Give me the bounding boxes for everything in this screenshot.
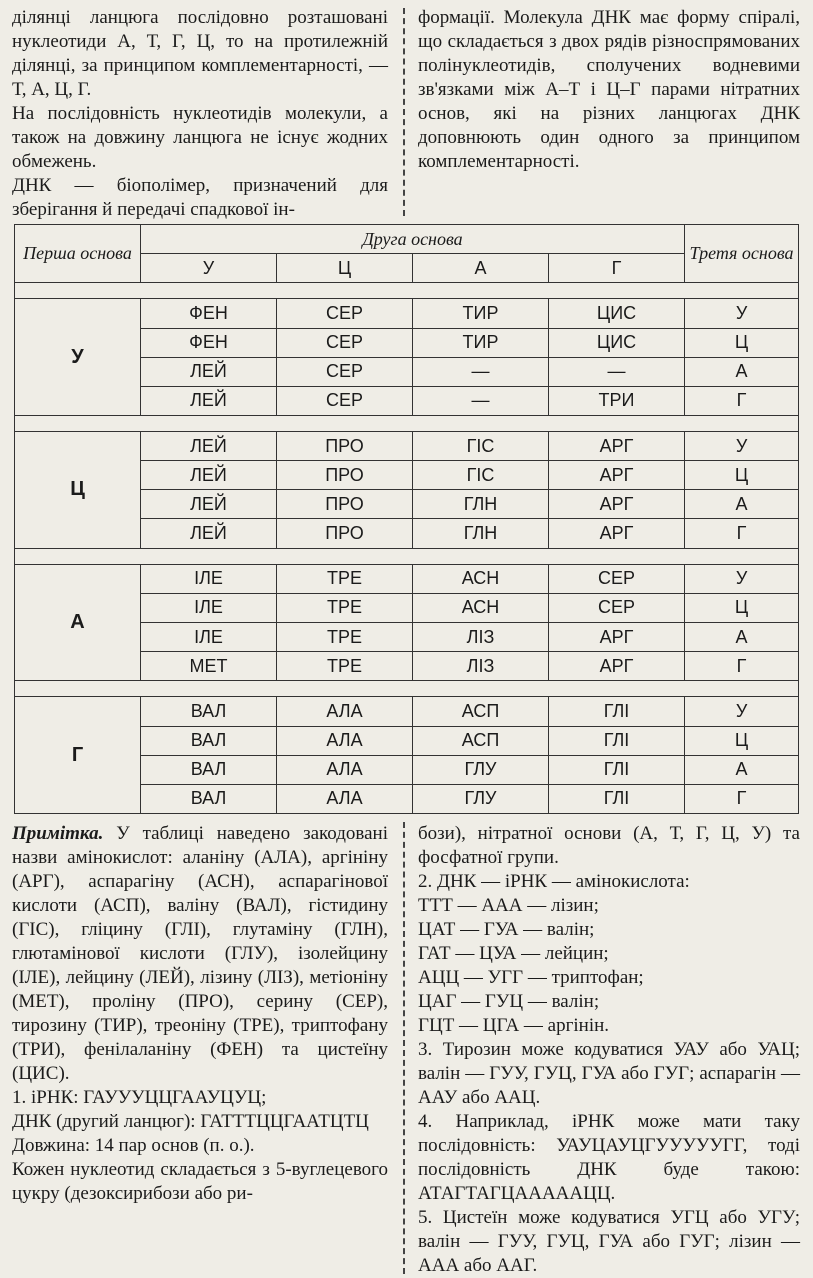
amino-acid-cell: ТРЕ <box>277 593 413 622</box>
amino-acid-cell: ТРИ <box>549 386 685 415</box>
paragraph: ДНК (другий ланцюг): ГАТТТЦЦГААТЦТЦ <box>12 1111 369 1132</box>
amino-acid-cell: ПРО <box>277 432 413 461</box>
amino-acid-cell: ЛІЗ <box>413 623 549 652</box>
amino-acid-cell: ГЛН <box>413 490 549 519</box>
amino-acid-cell: ТРЕ <box>277 652 413 681</box>
amino-acid-cell: ІЛЕ <box>141 593 277 622</box>
paragraph: 1. іРНК: ГАУУУЦЦГААУЦУЦ; <box>12 1087 267 1108</box>
third-base-cell: У <box>685 697 799 726</box>
amino-acid-cell: АРГ <box>549 432 685 461</box>
amino-acid-cell: ГЛІ <box>549 784 685 813</box>
third-base-cell: Ц <box>685 593 799 622</box>
note-label: Примітка. <box>12 823 104 844</box>
header-first-base: Перша основа <box>15 225 141 283</box>
third-base-cell: А <box>685 755 799 784</box>
amino-acid-cell: ЦИС <box>549 328 685 357</box>
spacer-cell <box>15 681 799 697</box>
amino-acid-cell: — <box>549 357 685 386</box>
header-second-base: Друга основа <box>141 225 685 254</box>
third-base-cell: Ц <box>685 461 799 490</box>
column-divider <box>403 8 405 216</box>
amino-acid-cell: СЕР <box>277 386 413 415</box>
amino-acid-cell: ЛЕЙ <box>141 386 277 415</box>
note-paragraph <box>12 822 388 1086</box>
paragraph: АЦЦ — УГГ — триптофан; <box>418 967 644 988</box>
third-base-cell: Г <box>685 386 799 415</box>
third-base-cell: А <box>685 357 799 386</box>
amino-acid-cell: МЕТ <box>141 652 277 681</box>
third-base-cell: У <box>685 299 799 328</box>
third-base-cell: А <box>685 623 799 652</box>
table-row <box>15 299 799 328</box>
header-third-base: Третя основа <box>685 225 799 283</box>
amino-acid-cell: АЛА <box>277 697 413 726</box>
amino-acid-cell: ЛЕЙ <box>141 461 277 490</box>
third-base-cell: Г <box>685 652 799 681</box>
paragraph: ГАТ — ЦУА — лейцин; <box>418 943 609 964</box>
paragraph: ТТТ — ААА — лізин; <box>418 895 599 916</box>
amino-acid-cell: АСП <box>413 697 549 726</box>
amino-acid-cell: АРГ <box>549 652 685 681</box>
amino-acid-cell: ТРЕ <box>277 623 413 652</box>
amino-acid-cell: ГЛІ <box>549 726 685 755</box>
amino-acid-cell: ЛЕЙ <box>141 519 277 548</box>
second-base-label: Г <box>549 254 685 283</box>
first-base-cell: Г <box>15 697 141 814</box>
genetic-code-table <box>14 224 799 814</box>
third-base-cell: Г <box>685 519 799 548</box>
amino-acid-cell: ГІС <box>413 432 549 461</box>
spacer-cell <box>15 548 799 564</box>
paragraph: На послідовність нуклеотидів молекули, а також на довжину ланцюга не існує жодних обмежень. <box>12 103 388 172</box>
third-base-cell: У <box>685 564 799 593</box>
group-spacer <box>15 283 799 299</box>
amino-acid-cell: АРГ <box>549 490 685 519</box>
table-row <box>15 697 799 726</box>
amino-acid-cell: ЛІЗ <box>413 652 549 681</box>
amino-acid-cell: СЕР <box>549 593 685 622</box>
amino-acid-cell: ТРЕ <box>277 564 413 593</box>
amino-acid-cell: ГІС <box>413 461 549 490</box>
bottom-left-column <box>12 822 388 1206</box>
amino-acid-cell: АЛА <box>277 726 413 755</box>
amino-acid-cell: ГЛІ <box>549 755 685 784</box>
amino-acid-cell: АРГ <box>549 519 685 548</box>
amino-acid-cell: АЛА <box>277 784 413 813</box>
amino-acid-cell: ГЛУ <box>413 755 549 784</box>
group-spacer <box>15 415 799 431</box>
amino-acid-cell: АСП <box>413 726 549 755</box>
paragraph: бози), нітратної основи (А, Т, Г, Ц, У) та фосфатної групи. <box>418 823 800 868</box>
third-base-cell: У <box>685 432 799 461</box>
amino-acid-cell: ФЕН <box>141 328 277 357</box>
amino-acid-cell: ІЛЕ <box>141 564 277 593</box>
amino-acid-cell: ВАЛ <box>141 784 277 813</box>
amino-acid-cell: АРГ <box>549 623 685 652</box>
paragraph: ГЦТ — ЦГА — аргінін. <box>418 1015 610 1036</box>
table-row <box>15 432 799 461</box>
amino-acid-cell: ЛЕЙ <box>141 432 277 461</box>
amino-acid-cell: АРГ <box>549 461 685 490</box>
paragraph: ДНК — біополімер, призначений для зберігання й передачі спадкової ін- <box>12 175 388 220</box>
top-left-column <box>12 6 388 222</box>
paragraph: 3. Тирозин може кодуватися УАУ або УАЦ; валін — ГУУ, ГУЦ, ГУА або ГУГ; аспарагін — ААУ або ААЦ. <box>418 1039 800 1108</box>
amino-acid-cell: — <box>413 357 549 386</box>
group-spacer <box>15 548 799 564</box>
first-base-cell: У <box>15 299 141 416</box>
amino-acid-cell: ВАЛ <box>141 755 277 784</box>
amino-acid-cell: ТИР <box>413 328 549 357</box>
amino-acid-cell: АСН <box>413 564 549 593</box>
paragraph: Довжина: 14 пар основ (п. о.). <box>12 1135 255 1156</box>
amino-acid-cell: ПРО <box>277 461 413 490</box>
first-base-cell: А <box>15 564 141 681</box>
third-base-cell: Ц <box>685 726 799 755</box>
amino-acid-cell: СЕР <box>277 328 413 357</box>
amino-acid-cell: АЛА <box>277 755 413 784</box>
paragraph: ЦАТ — ГУА — валін; <box>418 919 595 940</box>
paragraph: ЦАГ — ГУЦ — валін; <box>418 991 600 1012</box>
amino-acid-cell: ІЛЕ <box>141 623 277 652</box>
amino-acid-cell: — <box>413 386 549 415</box>
table-row <box>15 564 799 593</box>
amino-acid-cell: СЕР <box>277 357 413 386</box>
note-text: У таблиці наведено закодовані назви амінокислот: аланіну (АЛА), аргініну (АРГ), аспарагіну (АСН), аспарагінової кислоти (АСП), валіну (ВАЛ), гістидину (ГІС), гліцину (ГЛІ), глутаміну (ГЛН), глютамінової кислоти (ГЛУ), ізолейцину (ІЛЕ), лейцину (ЛЕЙ), лізину (ЛІЗ), метіоніну (МЕТ), проліну (ПРО), серину (СЕР), тирозину (ТИР), треоніну (ТРЕ), триптофану (ТРИ), фенілаланіну (ФЕН) та цистеїну (ЦИС). <box>12 823 388 1084</box>
third-base-cell: А <box>685 490 799 519</box>
top-right-column <box>418 6 800 174</box>
amino-acid-cell: АСН <box>413 593 549 622</box>
group-spacer <box>15 681 799 697</box>
amino-acid-cell: ПРО <box>277 519 413 548</box>
spacer-cell <box>15 415 799 431</box>
spacer-cell <box>15 283 799 299</box>
bottom-right-column <box>418 822 800 1278</box>
codon-rows <box>15 283 799 814</box>
second-base-label: У <box>141 254 277 283</box>
paragraph: 4. Наприклад, іРНК може мати таку послідовність: УАУЦАУЦГУУУУУГГ, тоді послідовність ДНК буде такою: АТАГТАГЦАААААЦЦ. <box>418 1111 800 1204</box>
amino-acid-cell: ПРО <box>277 490 413 519</box>
first-base-cell: Ц <box>15 432 141 549</box>
third-base-cell: Ц <box>685 328 799 357</box>
paragraph: 2. ДНК — іРНК — амінокислота: <box>418 871 690 892</box>
amino-acid-cell: СЕР <box>549 564 685 593</box>
paragraph: Кожен нуклеотид складається з 5-вуглецевого цукру (дезоксирибози або ри- <box>12 1159 388 1204</box>
amino-acid-cell: ФЕН <box>141 299 277 328</box>
column-divider <box>403 822 405 1274</box>
amino-acid-cell: ЛЕЙ <box>141 357 277 386</box>
amino-acid-cell: СЕР <box>277 299 413 328</box>
amino-acid-cell: ЛЕЙ <box>141 490 277 519</box>
amino-acid-cell: ТИР <box>413 299 549 328</box>
amino-acid-cell: ГЛІ <box>549 697 685 726</box>
amino-acid-cell: ВАЛ <box>141 697 277 726</box>
paragraph: 5. Цистеїн може кодуватися УГЦ або УГУ; валін — ГУУ, ГУЦ, ГУА або ГУГ; лізин — ААА або ААГ. <box>418 1207 800 1276</box>
amino-acid-cell: ГЛН <box>413 519 549 548</box>
paragraph: формації. Молекула ДНК має форму спіралі, що складається з двох рядів різноспрямованих полінуклеотидів, сполучених водневими зв'язками між А–Т і Ц–Г парами нітратних основ, які на різних ланцюгах ДНК доповнюють один одного за принципом комплементарності. <box>418 7 800 172</box>
second-base-label: А <box>413 254 549 283</box>
amino-acid-cell: ГЛУ <box>413 784 549 813</box>
paragraph: ділянці ланцюга послідовно розташовані нуклеотиди А, Т, Г, Ц, то на протилежній ділянці, за принципом комплементарності, — Т, А, Ц, Г. <box>12 7 388 100</box>
amino-acid-cell: ЦИС <box>549 299 685 328</box>
amino-acid-cell: ВАЛ <box>141 726 277 755</box>
second-base-label: Ц <box>277 254 413 283</box>
third-base-cell: Г <box>685 784 799 813</box>
